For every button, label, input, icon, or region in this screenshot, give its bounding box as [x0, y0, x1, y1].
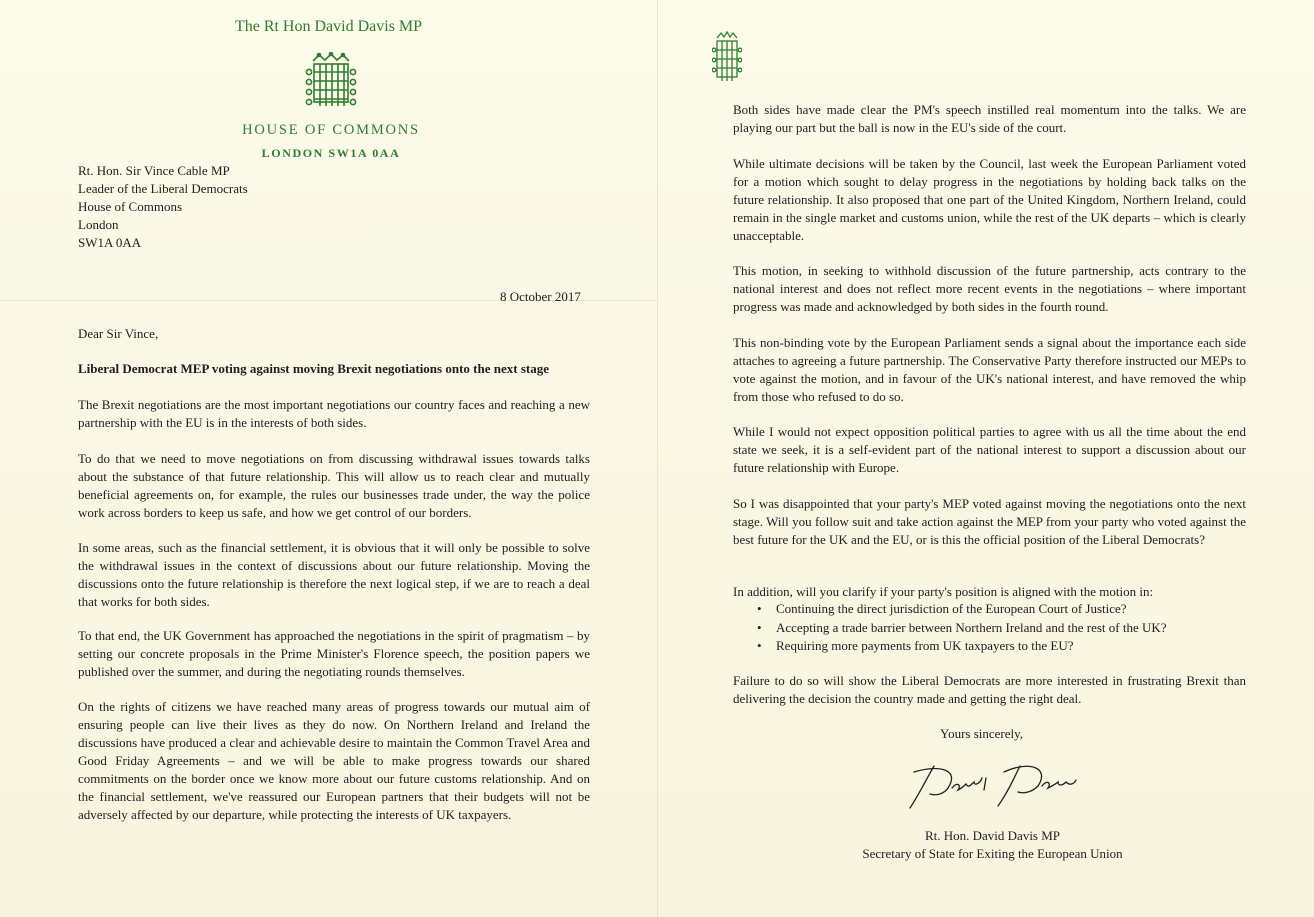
list-item: • Requiring more payments from UK taxpayers to the EU?	[752, 637, 1167, 656]
list-item: • Continuing the direct jurisdiction of the European Court of Justice?	[752, 600, 1167, 619]
bullet-icon: •	[757, 638, 762, 653]
body-paragraph: To do that we need to move negotiations on from discussing withdrawal issues towards talks about the substance of that future relationship. This will allow us to reach clear and mutually beneficial agreements on, for example, the rules our businesses trade under, the way the police work across borders to keep us safe, and how we get control of our borders.	[78, 451, 590, 520]
recipient-line: Rt. Hon. Sir Vince Cable MP	[78, 163, 230, 178]
body-paragraph: In addition, will you clarify if your party's position is aligned with the motion in:	[733, 584, 1154, 599]
body-paragraph: To that end, the UK Government has approached the negotiations in the spirit of pragmatism – by setting our concrete proposals in the Prime Minister's Florence speech, the position papers we published over the summer, and during the negotiating rounds themselves.	[78, 628, 590, 679]
body-paragraph: So I was disappointed that your party's MEP voted against moving the negotiations onto the next stage. Will you follow suit and take action against the MEP from your party who voted against the best future for the UK and the EU, or is this the official position of the Liberal Democrats?	[733, 496, 1246, 547]
closing-line: Yours sincerely,	[940, 726, 1024, 741]
body-paragraph: This motion, in seeking to withhold discussion of the future partnership, acts contrary to the national interest and does not reflect more recent events in the negotiations – where important progress was made and acknowledged by both sides in the fourth round.	[733, 263, 1246, 314]
body-paragraph: Both sides have made clear the PM's speech instilled real momentum into the talks. We are playing our part but the ball is now in the EU's side of the court.	[733, 102, 1246, 135]
portcullis-icon	[712, 30, 742, 88]
bullet-icon: •	[757, 601, 762, 616]
list-item: • Accepting a trade barrier between Northern Ireland and the rest of the UK?	[752, 619, 1167, 638]
question-list	[752, 600, 1167, 656]
signer-title: Secretary of State for Exiting the European Union	[862, 846, 1123, 861]
body-paragraph: In some areas, such as the financial settlement, it is obvious that it will only be possible to solve the withdrawal issues in the context of discussions about our future relationship. Moving the discussions onto the future relationship is therefore the next logical step, if we are to reach a deal that works for both sides.	[78, 540, 590, 609]
subject-line: Liberal Democrat MEP voting against moving Brexit negotiations onto the next stage	[78, 361, 549, 376]
recipient-address	[78, 162, 248, 252]
body-paragraph: On the rights of citizens we have reached many areas of progress towards our mutual aim of ensuring people can live their lives as they do now. On Northern Ireland and Ireland the discussions have produced a clear and achievable desire to maintain the Common Travel Area and Good Friday Agreements – and we will be able to make progress towards our shared commitments on the border once we know more about our future customs relationship. And on the financial settlement, we've reassured our European partners that their budgets will not be adversely affected by our departure, while protecting the interests of UK taxpayers.	[78, 699, 590, 822]
letterhead-house: HOUSE OF COMMONS	[242, 122, 420, 138]
body-paragraph: The Brexit negotiations are the most important negotiations our country faces and reaching a new partnership with the EU is in the interests of both sides.	[78, 397, 590, 430]
body-paragraph: While ultimate decisions will be taken by the Council, last week the European Parliament voted for a motion which sought to delay progress in the negotiations by holding back talks on the future relationship. It also proposed that one part of the United Kingdom, Northern Ireland, could remain in the single market and customs union, while the rest of the UK departs – which is clearly unacceptable.	[733, 156, 1246, 243]
conclusion-paragraph: Failure to do so will show the Liberal Democrats are more interested in frustrating Brexit than delivering the decision the country made and getting the right deal.	[733, 673, 1246, 706]
bullet-icon: •	[757, 619, 762, 635]
letter-date: 8 October 2017	[500, 289, 581, 304]
recipient-line: SW1A 0AA	[78, 235, 142, 250]
portcullis-icon	[305, 52, 357, 114]
recipient-line: House of Commons	[78, 199, 182, 214]
salutation: Dear Sir Vince,	[78, 326, 159, 341]
signature-block	[856, 827, 1129, 863]
signer-name: Rt. Hon. David Davis MP	[924, 828, 1061, 843]
letterhead-mp-name: The Rt Hon David Davis MP	[234, 18, 423, 35]
body-paragraph: While I would not expect opposition political parties to agree with us all the time about the end state we seek, it is a self-evident part of the national interest to support a discussion about our future relationship with Europe.	[733, 424, 1246, 475]
handwritten-signature	[900, 758, 1090, 810]
recipient-line: London	[78, 217, 119, 232]
letterhead-address: LONDON SW1A 0AA	[261, 146, 401, 160]
recipient-line: Leader of the Liberal Democrats	[78, 181, 248, 196]
body-paragraph: This non-binding vote by the European Parliament sends a signal about the importance each side attaches to agreeing a future partnership. The Conservative Party therefore instructed our MEPs to vote against the motion, and in favour of the UK's national interest, and have removed the whip from those who refused to do so.	[733, 335, 1246, 404]
